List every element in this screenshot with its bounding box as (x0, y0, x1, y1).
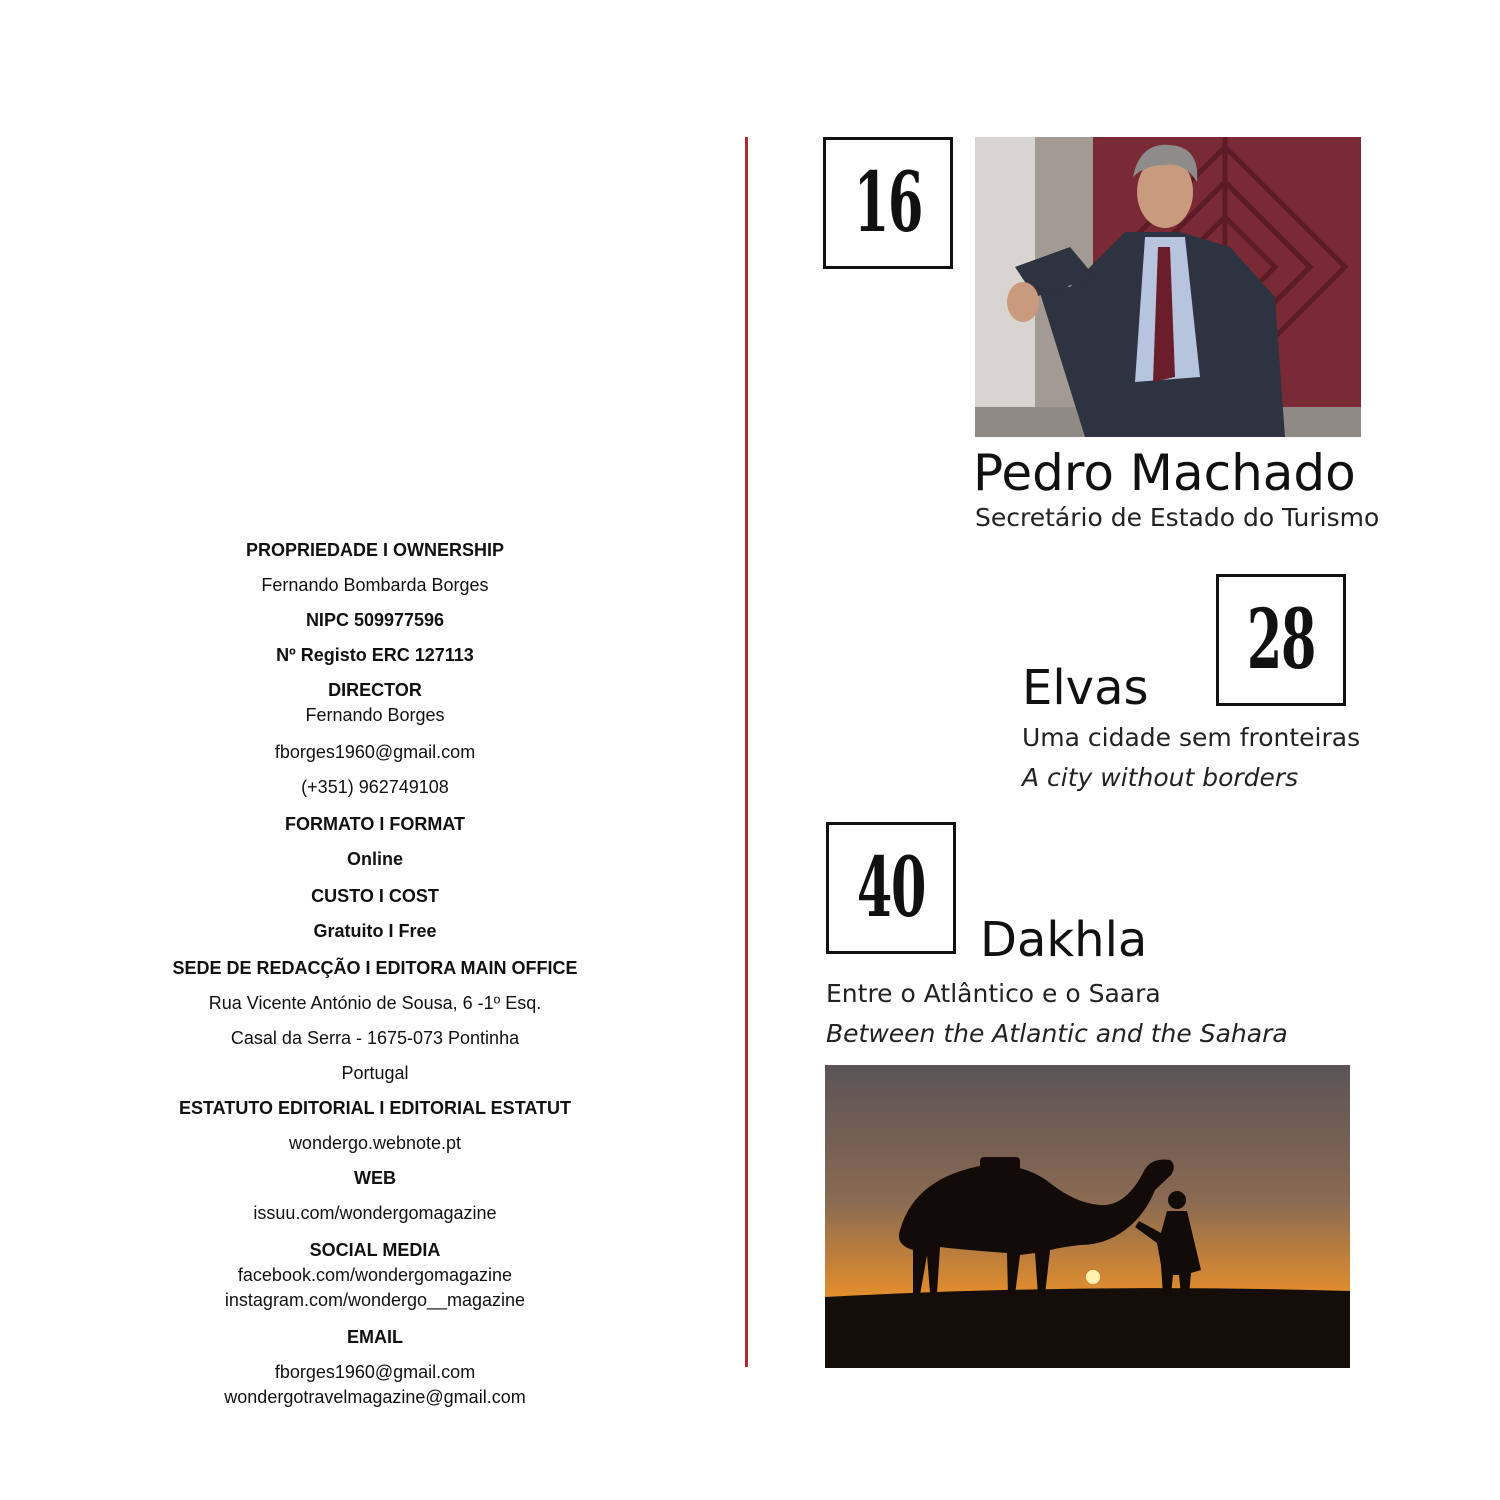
ownership-heading: PROPRIEDADE I OWNERSHIP (245, 540, 505, 560)
portrait-image (975, 137, 1361, 437)
director-name: Fernando Borges (305, 705, 445, 725)
page-number-box-40[interactable] (826, 822, 956, 954)
entry-subtitle-elvas: Uma cidade sem fronteiras (1022, 723, 1361, 752)
social-facebook[interactable]: facebook.com/wondergomagazine (237, 1265, 513, 1285)
format-heading: FORMATO I FORMAT (285, 814, 465, 834)
web-value[interactable]: issuu.com/wondergomagazine (253, 1203, 497, 1223)
office-line-3: Portugal (341, 1063, 409, 1083)
entry-subtitle-en-dakhla: Between the Atlantic and the Sahara (826, 1019, 1288, 1048)
entry-subtitle-pedro-machado: Secretário de Estado do Turismo (975, 503, 1380, 532)
director-email[interactable]: fborges1960@gmail.com (274, 742, 476, 762)
email-1[interactable]: fborges1960@gmail.com (274, 1362, 476, 1382)
director-phone: (+351) 962749108 (301, 777, 449, 797)
email-2[interactable]: wondergotravelmagazine@gmail.com (224, 1387, 526, 1407)
erc-registration: Nº Registo ERC 127113 (276, 645, 474, 665)
entry-title-pedro-machado[interactable]: Pedro Machado (973, 444, 1356, 502)
desert-camel-photo (825, 1065, 1350, 1368)
format-value: Online (346, 849, 403, 869)
page-number-28: 28 (1246, 592, 1316, 688)
desert-image (825, 1065, 1350, 1368)
nipc: NIPC 509977596 (305, 610, 445, 630)
page-number-40: 40 (856, 840, 926, 936)
web-heading: WEB (354, 1168, 396, 1188)
office-line-1: Rua Vicente António de Sousa, 6 -1º Esq. (208, 993, 542, 1013)
office-line-2: Casal da Serra - 1675-073 Pontinha (230, 1028, 520, 1048)
email-heading: EMAIL (347, 1327, 403, 1347)
masthead (140, 538, 610, 1410)
statute-value[interactable]: wondergo.webnote.pt (288, 1133, 462, 1153)
entry-subtitle-dakhla: Entre o Atlântico e o Saara (826, 979, 1161, 1008)
owner-name: Fernando Bombarda Borges (261, 575, 489, 595)
column-divider (745, 137, 748, 1367)
portrait-photo (975, 137, 1361, 437)
director-heading: DIRECTOR (328, 680, 422, 700)
page-number-box-16[interactable] (823, 137, 953, 269)
office-heading: SEDE DE REDACÇÃO I EDITORA MAIN OFFICE (172, 958, 578, 978)
entry-title-dakhla[interactable]: Dakhla (980, 912, 1148, 968)
page-number-box-28[interactable] (1216, 574, 1346, 706)
cost-heading: CUSTO I COST (311, 886, 439, 906)
statute-heading: ESTATUTO EDITORIAL I EDITORIAL ESTATUT (178, 1098, 572, 1118)
page-number-16: 16 (853, 155, 923, 251)
entry-title-elvas[interactable]: Elvas (1022, 660, 1149, 716)
entry-subtitle-en-elvas: A city without borders (1022, 763, 1299, 792)
cost-value: Gratuito I Free (313, 921, 437, 941)
social-instagram[interactable]: instagram.com/wondergo__magazine (224, 1290, 526, 1310)
social-heading: SOCIAL MEDIA (309, 1240, 441, 1260)
